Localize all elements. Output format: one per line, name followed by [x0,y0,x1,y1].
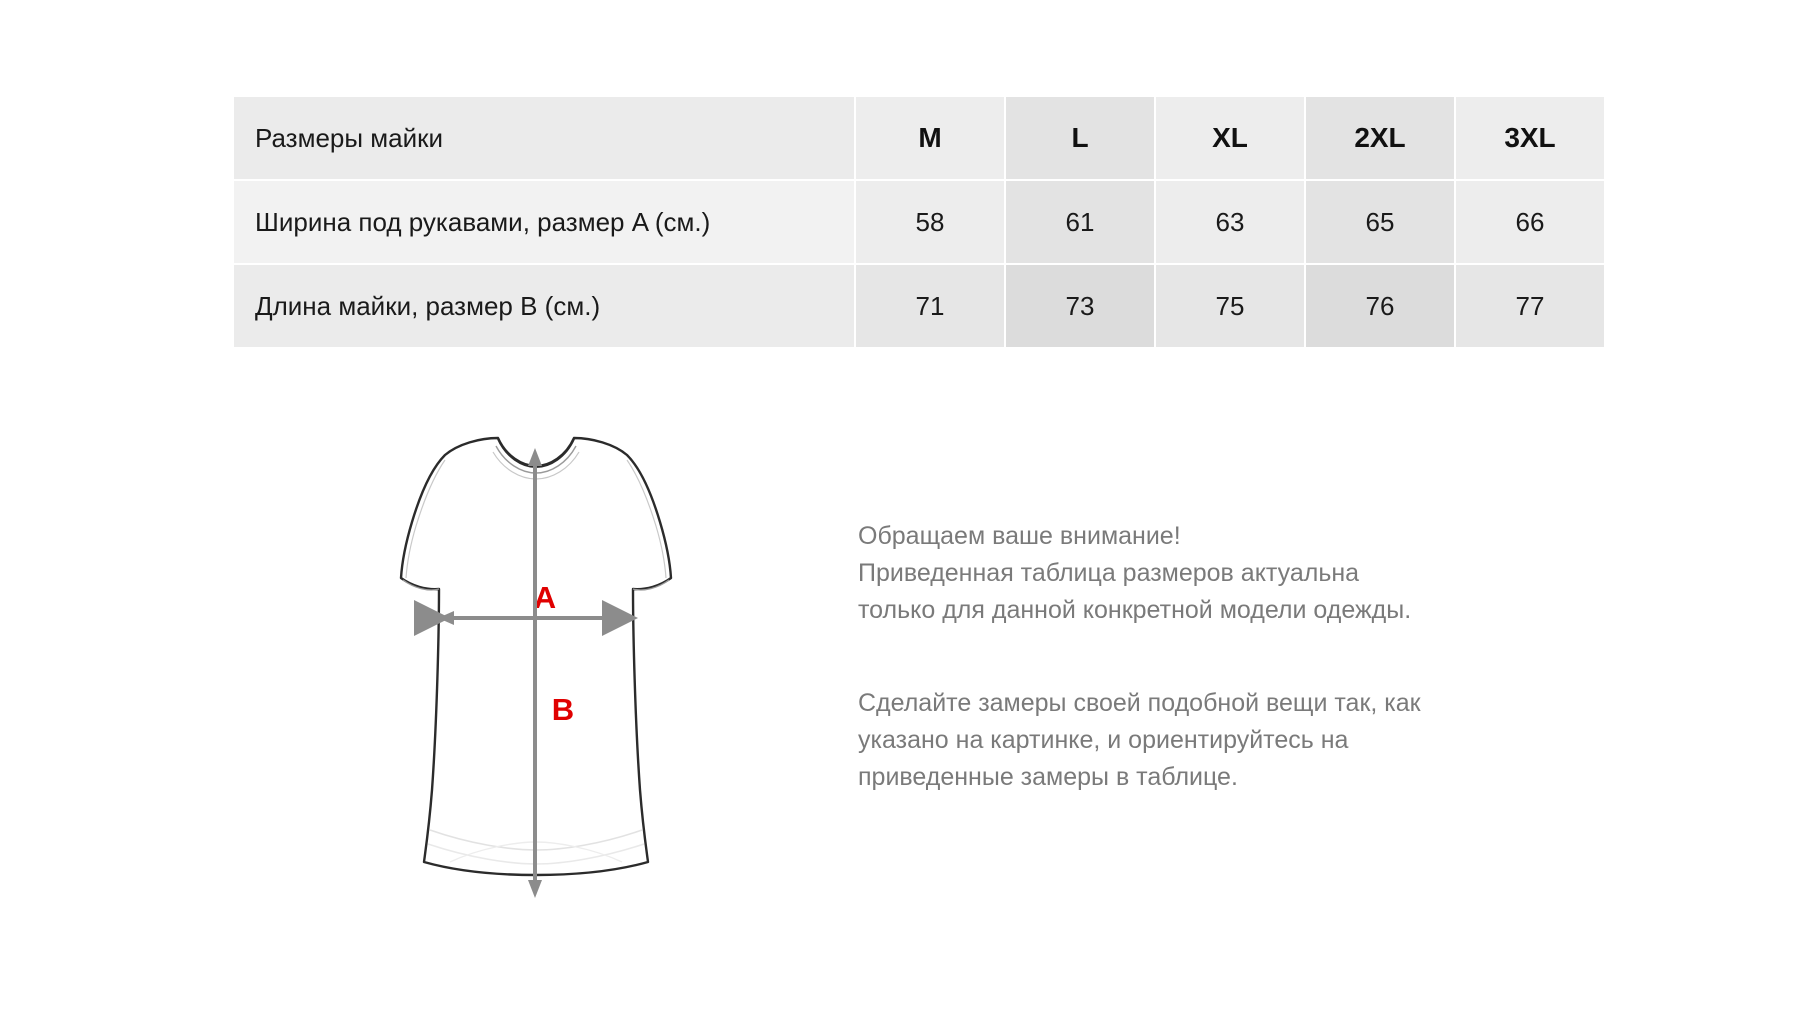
note-line-6: приведенные замеры в таблице. [858,763,1238,791]
table-header-row [233,96,1605,180]
cell-length-xl: 75 [1155,264,1305,348]
note-line-4: Сделайте замеры своей подобной вещи так, как [858,689,1421,717]
table-header-size-xl: XL [1155,96,1305,180]
cell-length-2xl: 76 [1305,264,1455,348]
cell-width-xl: 63 [1155,180,1305,264]
table-row [233,180,1605,264]
size-chart-table [232,95,1606,349]
table-row [233,264,1605,348]
cell-width-l: 61 [1005,180,1155,264]
notes-block [858,518,1578,796]
cell-length-3xl: 77 [1455,264,1605,348]
note-line-1: Обращаем ваше внимание! [858,522,1181,550]
measurement-b-label: B [551,692,575,727]
cell-length-m: 71 [855,264,1005,348]
table-header-size-3xl: 3XL [1455,96,1605,180]
table-header-size-m: M [855,96,1005,180]
garment-illustration [330,430,730,950]
measurement-a-label: A [533,580,557,615]
table-header-size-2xl: 2XL [1305,96,1455,180]
table-header-label: Размеры майки [233,96,855,180]
cell-width-m: 58 [855,180,1005,264]
note-line-3: только для данной конкретной модели одежды. [858,596,1412,624]
cell-length-l: 73 [1005,264,1155,348]
note-line-2: Приведенная таблица размеров актуальна [858,559,1360,587]
cell-width-3xl: 66 [1455,180,1605,264]
notes-spacer [858,629,1578,685]
cell-width-2xl: 65 [1305,180,1455,264]
table-header-size-l: L [1005,96,1155,180]
row-label-length: Длина майки, размер B (см.) [233,264,855,348]
row-label-width: Ширина под рукавами, размер A (см.) [233,180,855,264]
note-line-5: указано на картинке, и ориентируйтесь на [858,726,1349,754]
